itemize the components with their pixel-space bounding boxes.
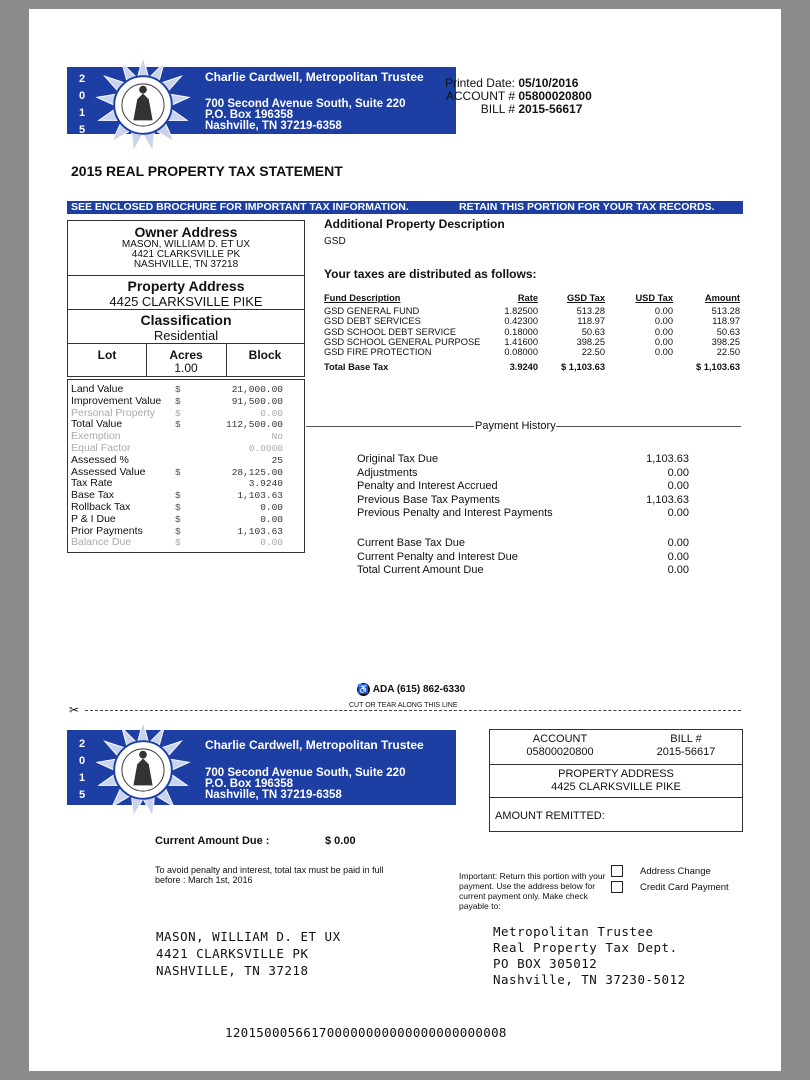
fund-cell: 22.50 bbox=[716, 346, 740, 357]
payment-amount: 1,103.63 bbox=[646, 493, 689, 506]
payment-label: Current Penalty and Interest Due bbox=[357, 550, 518, 563]
fund-cell: 118.97 bbox=[712, 316, 740, 327]
mail-from-address: MASON, WILLIAM D. ET UX 4421 CLARKSVILLE PK NASHVILLE, TN 37218 bbox=[156, 929, 341, 978]
value-label: Land Value bbox=[71, 383, 124, 395]
scanline: 120150005661700000000000000000000008 bbox=[225, 1025, 507, 1040]
value-row bbox=[67, 514, 303, 526]
fund-cell: 0.08000 bbox=[504, 346, 538, 357]
dollar-sign: $ bbox=[175, 384, 181, 395]
trustee-name: Charlie Cardwell, Metropolitan Trustee bbox=[205, 738, 424, 752]
fund-cell: 50.63 bbox=[581, 326, 605, 337]
payment-amount: 0.00 bbox=[667, 537, 689, 549]
payment-history-group2 bbox=[357, 537, 689, 578]
additional-value: GSD bbox=[324, 236, 346, 247]
value-amount: 0.0000 bbox=[248, 442, 283, 454]
dollar-sign: $ bbox=[175, 466, 181, 478]
fund-cell: 0.18000 bbox=[504, 326, 538, 337]
payment-row bbox=[357, 480, 689, 494]
fund-cell: 118.97 bbox=[577, 316, 605, 327]
fund-cell: 22.50 bbox=[581, 346, 605, 357]
address-change-checkbox[interactable] bbox=[611, 865, 623, 877]
fund-cell: 0.00 bbox=[654, 336, 673, 347]
payment-row bbox=[357, 453, 689, 467]
fund-cell: 0.00 bbox=[654, 316, 673, 327]
value-row bbox=[67, 455, 303, 467]
dollar-sign: $ bbox=[175, 501, 181, 513]
fund-cell: 398.25 bbox=[576, 336, 605, 347]
property-address: 4425 CLARKSVILLE PIKE bbox=[109, 294, 263, 309]
fund-cell: Total Base Tax bbox=[324, 362, 389, 373]
address-change-label: Address Change bbox=[640, 866, 711, 877]
lot-acres-block-box: Lot Acres 1.00 Block bbox=[67, 343, 305, 377]
dollar-sign: $ bbox=[175, 419, 181, 431]
notice-bar: SEE ENCLOSED BROCHURE FOR IMPORTANT TAX INFORMATION. RETAIN THIS PORTION FOR YOUR TAX RECORDS. bbox=[67, 201, 743, 214]
account-number: 05800020800 bbox=[518, 89, 592, 103]
value-label: Assessed Value bbox=[71, 465, 146, 478]
fund-row bbox=[324, 362, 744, 372]
value-row bbox=[67, 443, 303, 455]
value-label: Balance Due bbox=[71, 536, 132, 549]
payment-row bbox=[357, 564, 689, 578]
cut-line bbox=[85, 710, 741, 711]
payment-amount: 0.00 bbox=[667, 564, 689, 576]
cut-line-label: CUT OR TEAR ALONG THIS LINE bbox=[349, 702, 458, 709]
payment-label: Original Tax Due bbox=[357, 453, 439, 465]
acres-value: 1.00 bbox=[174, 361, 198, 375]
fund-cell: GSD SCHOOL GENERAL PURPOSE bbox=[324, 336, 481, 347]
ada-line: ♿ ADA (615) 862-6330 bbox=[357, 684, 466, 695]
mail-to-address: Metropolitan Trustee Real Property Tax Dept. PO BOX 305012 Nashville, TN 37230-5012 bbox=[493, 924, 686, 987]
payment-amount: 1,103.63 bbox=[646, 453, 689, 465]
fund-row bbox=[324, 347, 744, 357]
value-amount: 91,500.00 bbox=[231, 395, 283, 407]
value-amount: 0.00 bbox=[260, 501, 283, 513]
values-table bbox=[67, 384, 303, 549]
value-label: Rollback Tax bbox=[71, 500, 131, 513]
fund-cell: GSD FIRE PROTECTION bbox=[324, 346, 432, 357]
printed-date: 05/10/2016 bbox=[518, 76, 579, 90]
payment-label: Previous Penalty and Interest Payments bbox=[357, 507, 553, 519]
fund-cell: 1.82500 bbox=[504, 306, 538, 317]
fund-cell: 1.41600 bbox=[504, 336, 538, 347]
value-label: Exemption bbox=[71, 430, 121, 443]
stub-account: 05800020800 bbox=[526, 746, 594, 758]
fund-cell: 0.00 bbox=[654, 346, 673, 357]
value-label: Tax Rate bbox=[71, 477, 113, 490]
value-amount: 3.9240 bbox=[248, 478, 283, 490]
fund-cell: USD Tax bbox=[635, 293, 673, 303]
payment-row bbox=[357, 467, 689, 481]
payment-row bbox=[357, 551, 689, 565]
trustee-address: 700 Second Avenue South, Suite 220 P.O. Box 196358 Nashville, TN 37219-6358 bbox=[205, 98, 406, 132]
value-label: Equal Factor bbox=[71, 441, 131, 454]
bill-number: 2015-56617 bbox=[518, 102, 583, 116]
penalty-note: To avoid penalty and interest, total tax must be paid in full before : March 1st, 2016 bbox=[155, 865, 384, 885]
important-note: Important: Return this portion with your payment. Use the address below for current payment only. Make check payable to: bbox=[459, 871, 606, 911]
amount-remitted-label: AMOUNT REMITTED: bbox=[495, 810, 605, 822]
fund-cell: 50.63 bbox=[716, 326, 740, 337]
payment-label: Adjustments bbox=[357, 466, 418, 479]
fund-cell: Fund Description bbox=[324, 293, 401, 303]
year-digits: 2 0 1 5 bbox=[78, 73, 86, 136]
payment-row bbox=[357, 537, 689, 551]
credit-card-label: Credit Card Payment bbox=[640, 882, 729, 893]
current-due-value: $ 0.00 bbox=[325, 835, 356, 847]
fund-cell: 398.25 bbox=[711, 336, 740, 347]
payment-history-title: Payment History bbox=[475, 420, 556, 432]
fund-row bbox=[324, 337, 744, 347]
payment-label: Current Base Tax Due bbox=[357, 537, 466, 549]
payment-row bbox=[357, 507, 689, 521]
payment-label: Previous Base Tax Payments bbox=[357, 493, 500, 506]
fund-cell: GSD SCHOOL DEBT SERVICE bbox=[324, 326, 457, 337]
distribution-title: Your taxes are distributed as follows: bbox=[324, 267, 537, 281]
fund-cell: $ 1,103.63 bbox=[696, 362, 740, 373]
dollar-sign: $ bbox=[175, 407, 181, 419]
dollar-sign: $ bbox=[175, 513, 181, 525]
fund-distribution-table bbox=[324, 293, 744, 372]
fund-cell: Amount bbox=[704, 293, 740, 303]
dollar-sign: $ bbox=[175, 525, 181, 537]
statement-title: 2015 REAL PROPERTY TAX STATEMENT bbox=[71, 163, 343, 179]
value-amount: 25 bbox=[271, 454, 283, 466]
payment-amount: 0.00 bbox=[667, 480, 689, 492]
fund-cell: GSD GENERAL FUND bbox=[324, 306, 420, 317]
wheelchair-icon: ♿ bbox=[357, 684, 370, 694]
scissors-icon: ✂ bbox=[69, 703, 80, 717]
value-amount: 1,103.63 bbox=[237, 490, 283, 502]
payment-row bbox=[357, 494, 689, 508]
value-amount: 0.00 bbox=[260, 537, 283, 549]
stub-header-band bbox=[67, 730, 456, 805]
current-due-label: Current Amount Due : bbox=[155, 835, 270, 847]
fund-cell: 513.28 bbox=[711, 306, 740, 317]
fund-row bbox=[324, 293, 744, 303]
value-row bbox=[67, 396, 303, 408]
value-row bbox=[67, 537, 303, 549]
year-digits: 2 0 1 5 bbox=[78, 738, 86, 801]
value-label: Personal Property bbox=[71, 406, 156, 419]
payment-amount: 0.00 bbox=[667, 507, 689, 519]
metro-seal-icon bbox=[95, 722, 191, 818]
fund-row bbox=[324, 306, 744, 316]
value-label: Improvement Value bbox=[71, 394, 162, 407]
value-row bbox=[67, 502, 303, 514]
value-label: Base Tax bbox=[71, 489, 114, 502]
payment-amount: 0.00 bbox=[667, 466, 689, 479]
fund-cell: 513.28 bbox=[576, 306, 605, 317]
stub-property: 4425 CLARKSVILLE PIKE bbox=[551, 781, 681, 793]
payment-label: Total Current Amount Due bbox=[357, 564, 484, 576]
classification-box: Classification Residential bbox=[67, 309, 305, 344]
value-amount: 112,500.00 bbox=[225, 419, 283, 431]
fund-cell: $ 1,103.63 bbox=[561, 362, 605, 373]
stub-account-box: ACCOUNT 05800020800 BILL # 2015-56617 PROPERTY ADDRESS 4425 CLARKSVILLE PIKE AMOUNT REMITTED: bbox=[489, 729, 743, 832]
property-address-box: Property Address 4425 CLARKSVILLE PIKE bbox=[67, 275, 305, 310]
value-label: Assessed % bbox=[71, 453, 129, 466]
value-amount: 0.00 bbox=[260, 407, 283, 419]
value-amount: 28,125.00 bbox=[231, 466, 283, 478]
stub-bill: 2015-56617 bbox=[656, 746, 716, 758]
trustee-name: Charlie Cardwell, Metropolitan Trustee bbox=[205, 70, 424, 84]
additional-title: Additional Property Description bbox=[324, 217, 505, 231]
payment-label: Penalty and Interest Accrued bbox=[357, 480, 498, 492]
trustee-address: 700 Second Avenue South, Suite 220 P.O. Box 196358 Nashville, TN 37219-6358 bbox=[205, 767, 406, 801]
credit-card-checkbox[interactable] bbox=[611, 881, 623, 893]
fund-cell: 0.42300 bbox=[504, 316, 538, 327]
divider bbox=[306, 426, 474, 427]
fund-row bbox=[324, 316, 744, 326]
fund-cell: GSD DEBT SERVICES bbox=[324, 316, 421, 327]
value-amount: 1,103.63 bbox=[237, 525, 283, 537]
metro-seal-icon bbox=[95, 57, 191, 153]
dollar-sign: $ bbox=[175, 537, 181, 549]
fund-row bbox=[324, 327, 744, 337]
header-info: Printed Date: 05/10/2016 ACCOUNT # 05800020800 BILL # 2015-56617 bbox=[444, 76, 592, 116]
dollar-sign: $ bbox=[175, 490, 181, 502]
owner-address-box: Owner Address MASON, WILLIAM D. ET UX 4421 CLARKSVILLE PK NASHVILLE, TN 37218 bbox=[67, 220, 305, 276]
fund-cell: GSD Tax bbox=[566, 293, 605, 303]
fund-cell: 0.00 bbox=[654, 326, 673, 337]
fund-cell: 3.9240 bbox=[509, 362, 538, 373]
value-amount: 21,000.00 bbox=[231, 384, 283, 395]
payment-history-group1 bbox=[357, 453, 689, 521]
tax-statement-page bbox=[29, 9, 781, 1071]
value-amount: 0.00 bbox=[260, 513, 283, 525]
divider bbox=[556, 426, 741, 427]
value-label: Total Value bbox=[71, 418, 123, 431]
value-amount: No bbox=[271, 431, 283, 443]
value-label: Prior Payments bbox=[71, 524, 143, 537]
fund-cell: Rate bbox=[517, 293, 538, 303]
dollar-sign: $ bbox=[175, 395, 181, 407]
payment-amount: 0.00 bbox=[667, 550, 689, 563]
value-label: P & I Due bbox=[71, 512, 116, 525]
fund-cell: 0.00 bbox=[654, 306, 673, 317]
